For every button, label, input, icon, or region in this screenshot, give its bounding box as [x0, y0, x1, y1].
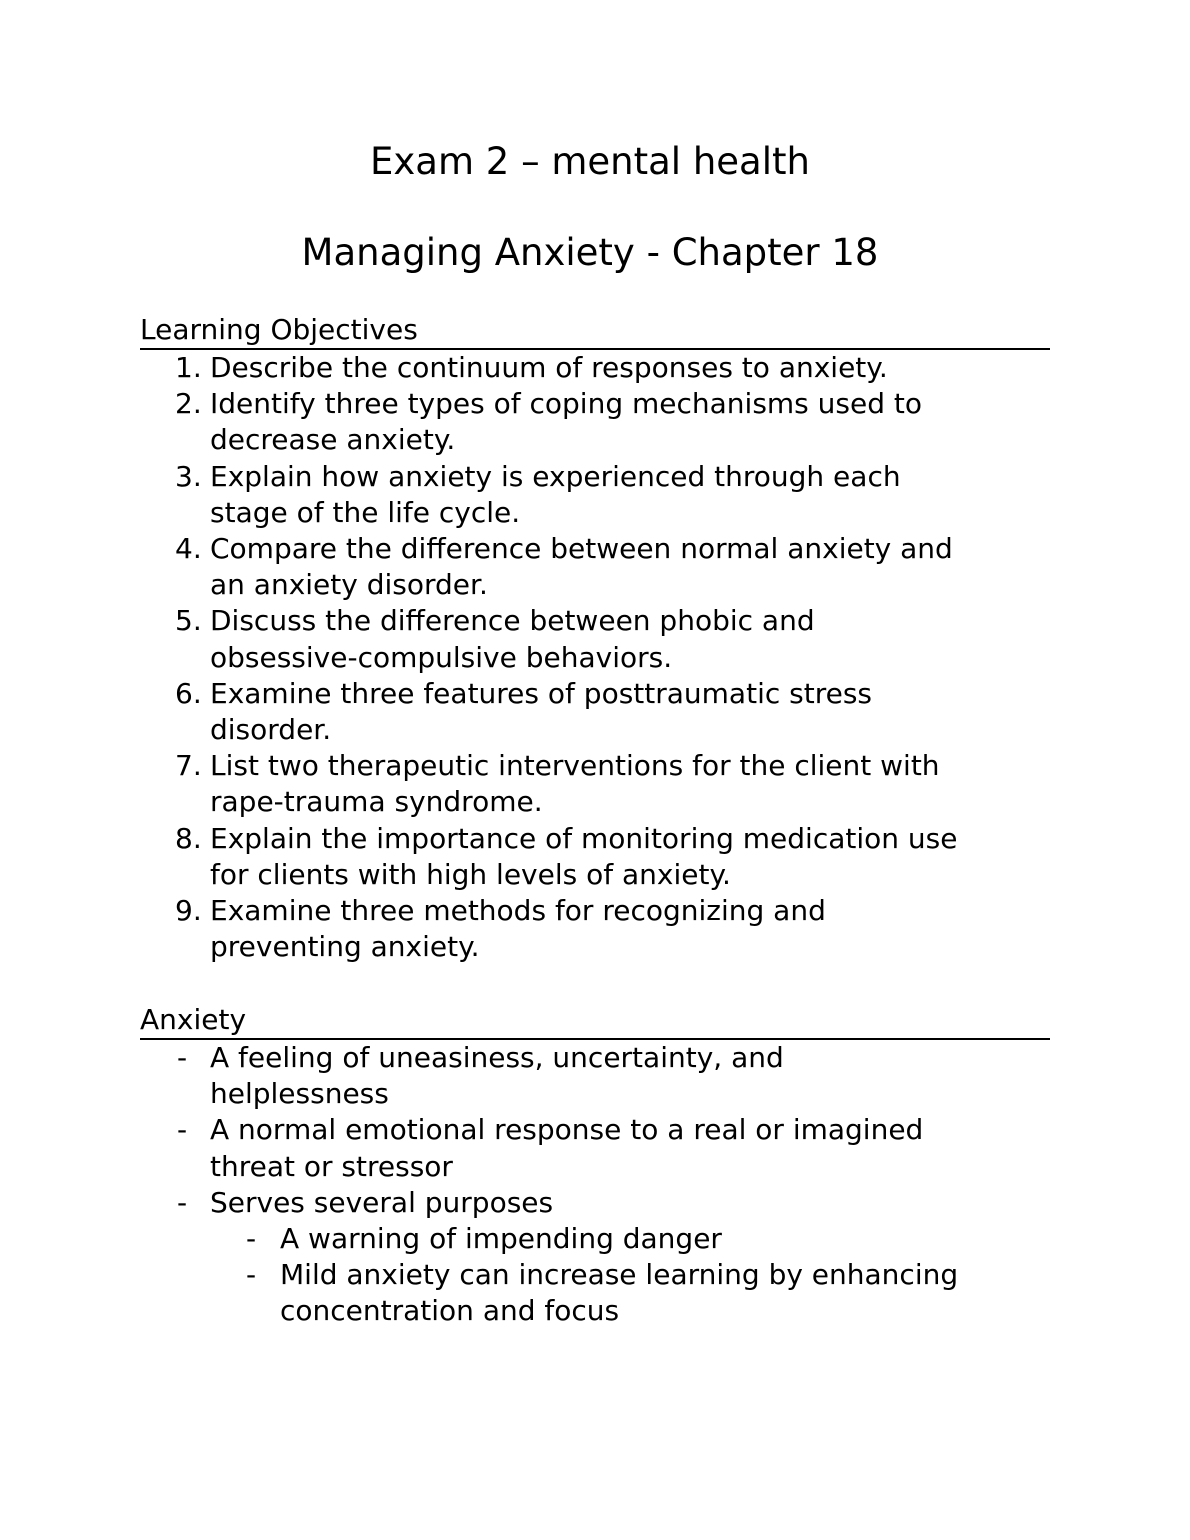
- anxiety-list: [140, 1040, 1050, 1221]
- document-subtitle: Managing Anxiety - Chapter 18: [301, 231, 879, 274]
- learning-objectives-list: [140, 350, 1050, 965]
- dash-bullet: -: [177, 1185, 188, 1219]
- objective-text-line: Examine three features of posttraumatic stress: [210, 676, 873, 710]
- objective-text-line: for clients with high levels of anxiety.: [210, 857, 731, 891]
- objective-text-line: Compare the difference between normal anxiety and: [210, 532, 953, 566]
- anxiety-section: [140, 1002, 1050, 1330]
- objective-number: 1.: [175, 351, 202, 384]
- dash-bullet: -: [246, 1222, 257, 1256]
- objective-number: 3.: [175, 459, 202, 493]
- objective-item: [140, 676, 1050, 748]
- objective-number: 9.: [175, 894, 202, 928]
- objective-item: [140, 350, 1050, 386]
- objective-text-line: preventing anxiety.: [210, 930, 480, 964]
- objective-text-line: an anxiety disorder.: [210, 568, 488, 602]
- objective-item: [140, 386, 1050, 458]
- objective-text-line: disorder.: [210, 713, 332, 747]
- objective-item: [140, 459, 1050, 531]
- objective-number: 2.: [175, 387, 202, 421]
- objective-item: [140, 531, 1050, 603]
- objective-text-line: Explain how anxiety is experienced through each: [210, 459, 901, 493]
- objective-text-line: decrease anxiety.: [210, 423, 456, 457]
- objective-text-line: Identify three types of coping mechanisms used to: [210, 387, 923, 421]
- document-title: Exam 2 – mental health: [370, 140, 810, 183]
- anxiety-item: [140, 1112, 1050, 1184]
- objective-text-line: obsessive-compulsive behaviors.: [210, 640, 673, 674]
- objective-number: 8.: [175, 821, 202, 855]
- anxiety-sub-text-line: concentration and focus: [280, 1294, 620, 1328]
- objective-item: [140, 821, 1050, 893]
- dash-bullet: -: [246, 1258, 257, 1292]
- objective-text-line: Discuss the difference between phobic and: [210, 604, 815, 638]
- anxiety-text-line: A feeling of uneasiness, uncertainty, and: [210, 1041, 784, 1074]
- anxiety-text-line: helplessness: [210, 1077, 389, 1111]
- objective-text-line: Explain the importance of monitoring medication use: [210, 821, 958, 855]
- anxiety-heading: Anxiety: [140, 1002, 1050, 1040]
- objective-item: [140, 748, 1050, 820]
- objective-text-line: List two therapeutic interventions for the client with: [210, 749, 940, 783]
- anxiety-text-line: threat or stressor: [210, 1149, 453, 1183]
- anxiety-purposes-list: [140, 1221, 1050, 1330]
- anxiety-sub-text-line: Mild anxiety can increase learning by enhancing: [280, 1258, 959, 1292]
- anxiety-item: [140, 1185, 1050, 1221]
- objective-text-line: Examine three methods for recognizing and: [210, 894, 826, 928]
- objective-number: 6.: [175, 676, 202, 710]
- objective-text-line: stage of the life cycle.: [210, 495, 521, 529]
- learning-objectives-section: [140, 312, 1050, 965]
- dash-bullet: -: [177, 1041, 188, 1074]
- objective-number: 5.: [175, 604, 202, 638]
- dash-bullet: -: [177, 1113, 188, 1147]
- objective-text-line: rape-trauma syndrome.: [210, 785, 543, 819]
- anxiety-sub-item: [140, 1221, 1050, 1257]
- anxiety-text-line: A normal emotional response to a real or imagined: [210, 1113, 924, 1147]
- anxiety-item: [140, 1040, 1050, 1112]
- objective-item: [140, 603, 1050, 675]
- objective-text-line: Describe the continuum of responses to anxiety.: [210, 351, 888, 384]
- objective-number: 4.: [175, 532, 202, 566]
- anxiety-text-line: Serves several purposes: [210, 1185, 554, 1219]
- objective-number: 7.: [175, 749, 202, 783]
- anxiety-sub-text-line: A warning of impending danger: [280, 1222, 722, 1256]
- anxiety-sub-item: [140, 1257, 1050, 1329]
- learning-objectives-heading: Learning Objectives: [140, 312, 1050, 350]
- objective-item: [140, 893, 1050, 965]
